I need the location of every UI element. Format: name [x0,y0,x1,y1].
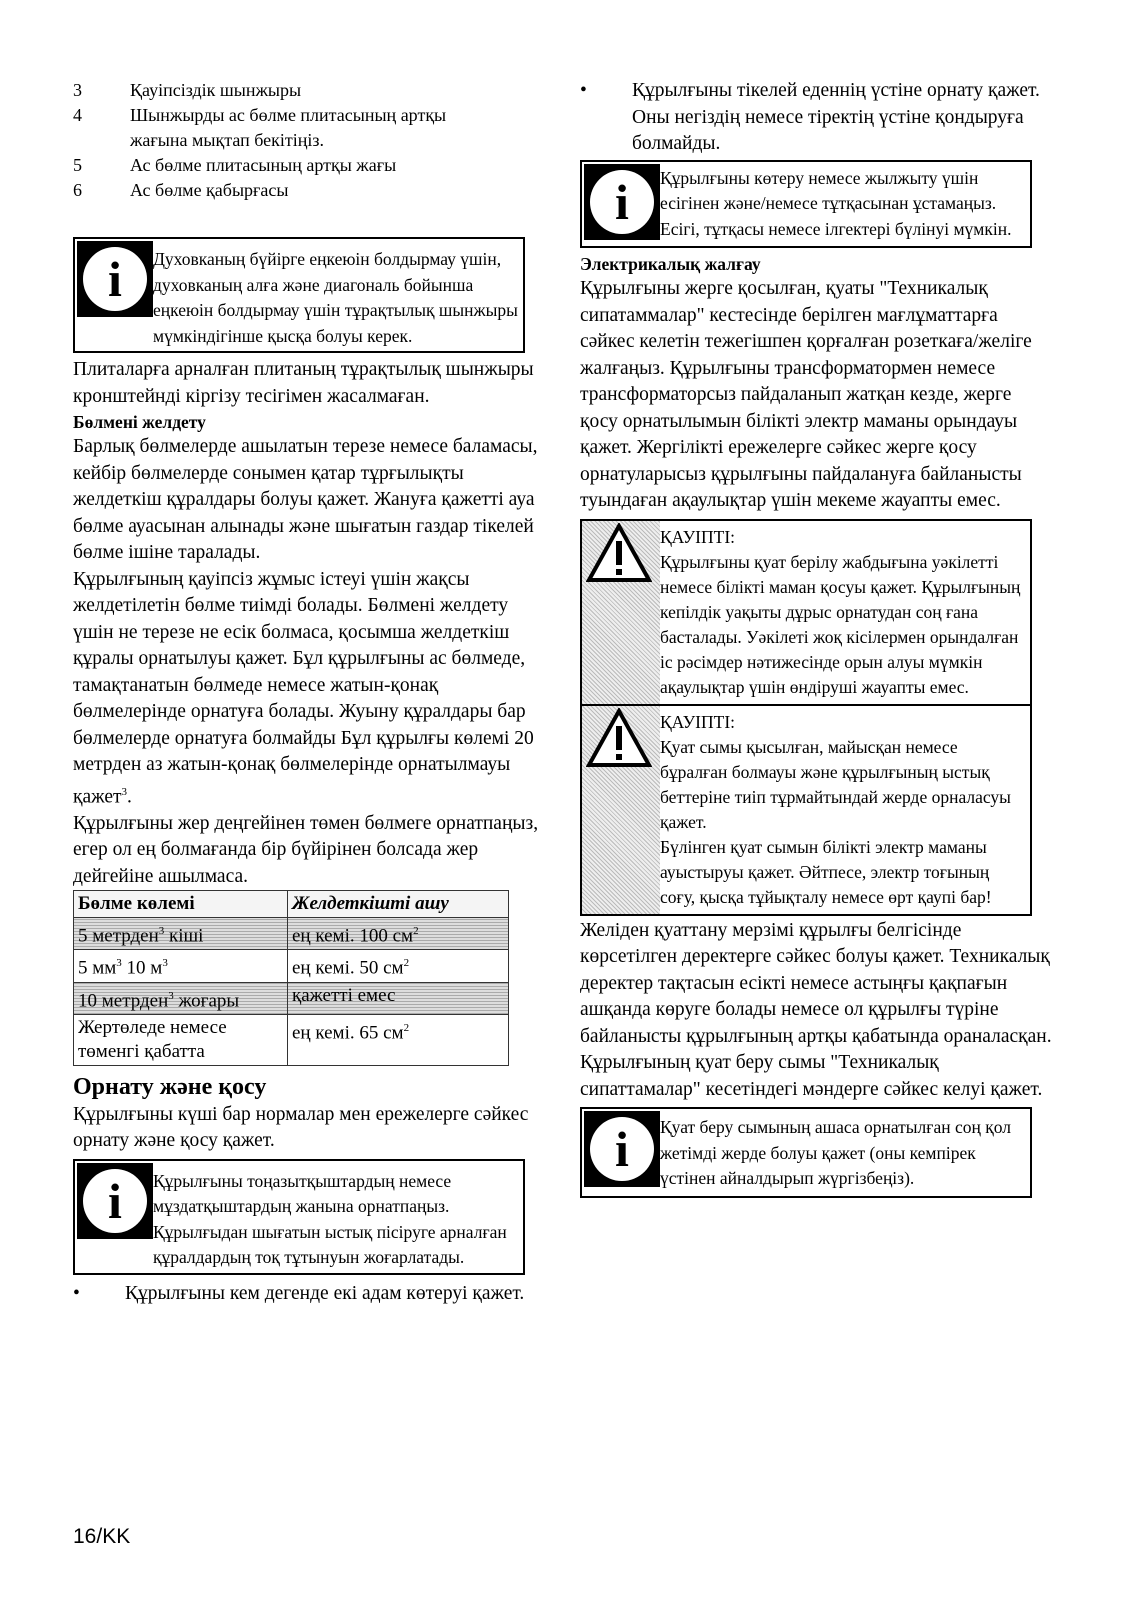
table-cell: ең кемі. 100 $см^2$ [288,918,509,950]
warning-triangle-icon [582,521,660,704]
numbered-list [73,78,543,203]
section-title: Орнату және қосу [73,1073,267,1100]
table-row [74,1014,509,1065]
left-column [73,78,543,1307]
heading-electric: Электрикалық жалғау [580,254,761,274]
table-cell: 5 метрден$^3$ кіші [74,918,288,950]
info-icon: i [584,1111,660,1187]
info-note-plug: i Қуат беру сымының ашаса орнатылған соң қол жетімді жерде болуы қажет (оны кемпірек үстінен айналдырып жүргізбеңіз). [580,1107,1032,1198]
list-item: 3 Қауіпсіздік шынжыры [73,80,302,100]
info-icon: i [584,164,660,240]
ventilation-table [73,890,509,1066]
paragraph: Құрылғының қуат беру сымы "Техникалық сипаттамалар" кесетіндегі мәндерге сәйкес келуі қажет. [580,1052,1043,1100]
info-note-fridge: i Құрылғыны тоңазытқыштардың немесе мұздатқыштардың жанына орнатпаңыз. Құрылғыдан шығатын ыстық пісіруге арналған құралдардың тоқ тұтынуын жоғарлатады. [73,1159,525,1275]
table-row [74,982,509,1014]
bullet-icon: • [73,1282,80,1304]
info-icon: i [77,241,153,317]
list-item: 6 Ас бөлме қабырғасы [73,180,289,200]
paragraph: Барлық бөлмелерде ашылатын терезе немесе баламасы, кейбір бөлмелерде сонымен қатар тұрғылықты желдеткіш құралдары болуы қажет. Жануға қажетті ауа бөлме ауасынан алынады және шығатын газдар тікелей бөлме ішіне таралады. [73,436,538,563]
paragraph: Құрылғының қауіпсіз жұмыс істеуі үшін жақсы желдетілетін бөлме тиімді болады. Бөлмені желдету үшін не терезе не есік болмаса, қосымша желдеткіш құралы орнатылуы қажет. Бұл құрылғыны ас бөлмеде, тамақтанатын бөлмеде немесе жатын-қонақ бөлмелерінде орнатуға болады. Жуыну құралдары бар бөлмелерде орнатуға болмайды Бұл құрылғы көлемі 20 метрден аз жатын-қонақ бөлмелерінде орнатылмауы қажет$^3$. [73,568,534,807]
info-note-lifting: i Құрылғыны көтеру немесе жылжыту үшін есігінен және/немесе тұтқасынан ұстамаңыз. Есігі, тұтқасы немесе ілгектері бүлінуі мүмкін. [580,160,1032,249]
table-row [74,950,509,982]
list-item: 4 Шынжырды ас бөлме плитасының артқы жағына мықтап бекітіңіз. [73,105,447,150]
table-cell: Жертөледе немесе төменгі қабатта [74,1014,288,1065]
table-cell: ең кемі. 50 $см^2$ [288,950,509,982]
paragraph: Құрылғыны күші бар нормалар мен ережелерге сәйкес орнату және қосу қажет. [73,1103,529,1152]
warning-triangle-icon [582,706,660,914]
right-column [580,78,1052,1198]
paragraph: Желіден қуаттану мерзімі құрылғы белгісінде көрсетілген деректерге сәйкес болуы қажет. Техникалық деректер тақтасын есікті немесе астыңғы қақпағын ашқанда көруге болады немесе ол құрылғы түріне байланысты құрылғының артқы қабатында ораналасқан. [580,919,1052,1047]
table-row [74,918,509,950]
table-cell: қажетті емес [288,982,509,1014]
paragraph: Құрылғыны жер деңгейінен төмен бөлмеге орнатпаңыз, егер ол ең болмағанда бір бүйірінен болсада жер дейгейіне ашылмаса. [73,812,539,887]
table-header: Желдеткішті ашу [288,891,509,918]
table-header: Бөлме көлемі [74,891,288,918]
warning-box-1: ҚАУІПТІ: Құрылғыны қуат берілу жабдығына уәкілетті немесе білікті маман қосуы қажет. Құрылғының кепілдік уақыты дұрыс орнатудан соң ғана басталады. Уәкілеті жоқ кісілермен орындалған іс рәсімдер нәтижесінде орын алуы мүмкін ақаулықтар үшін өндіруші жауапты емес. [580,519,1032,704]
paragraph: Құрылғыны жерге қосылған, қуаты "Техникалық сипатаммалар" кестесінде берілген мағлұматтарға сәйкес келетін тежегішпен қорғалған розеткаға/желіге жалғаңыз. Құрылғыны трансформатормен немесе трансформаторсыз пайдаланып жатқан кезде, жерге қосу орнатылымын білікті электр маманы орындауы қажет. Жергілікті ережелерге сәйкес жерге қосу орнатуларысыз құрылғыны пайдалануға байланысты туындаған ақаулықтар үшін мекеме жауапты емес. [580,278,1032,511]
table-cell: 5 $мм^3$ 10 $м^3$ [74,950,288,982]
page-number: 16/KK [73,1525,131,1548]
warning-box-2: ҚАУІПТІ: Қуат сымы қысылған, майысқан немесе бұралған болмауы және құрылғының ыстық беттеріне тиіп тұрмайтындай жерде орналасуы қажет. Бүлінген қуат сымын білікті электр маманы ауыстыруы қажет. Әйтпесе, электр тоғының соғу, қысқа тұйықталу немесе өрт қаупі бар! [580,704,1032,916]
heading-ventilation: Бөлмені желдету [73,412,206,432]
info-note-stability: i Духовканың бүйірге еңкеюін болдырмау үшін, духовканың алға және диагональ бойынша еңкеюін болдырмау үшін тұрақтылық шынжыры мүмкіндігінше қысқа болуы керек. [73,237,525,353]
paragraph: Плиталарға арналған плитаның тұрақтылық шынжыры кронштейнді кіргізу тесігімен жасалмаған. [73,359,534,407]
info-icon: i [77,1163,153,1239]
bullet-item: • Құрылғыны тікелей еденнің үстіне орнату қажет. Оны негіздің немесе тіректің үстіне қондыруға болмайды. [580,78,1052,158]
bullet-item: • Құрылғыны кем дегенде екі адам көтеруі қажет. [73,1281,543,1308]
list-item: 5 Ас бөлме плитасының артқы жағы [73,155,397,175]
table-header-row [74,891,509,918]
table-cell: 10 метрден$^3$ жоғары [74,982,288,1014]
table-cell: ең кемі. 65 $см^2$ [288,1014,509,1065]
bullet-icon: • [580,80,587,101]
